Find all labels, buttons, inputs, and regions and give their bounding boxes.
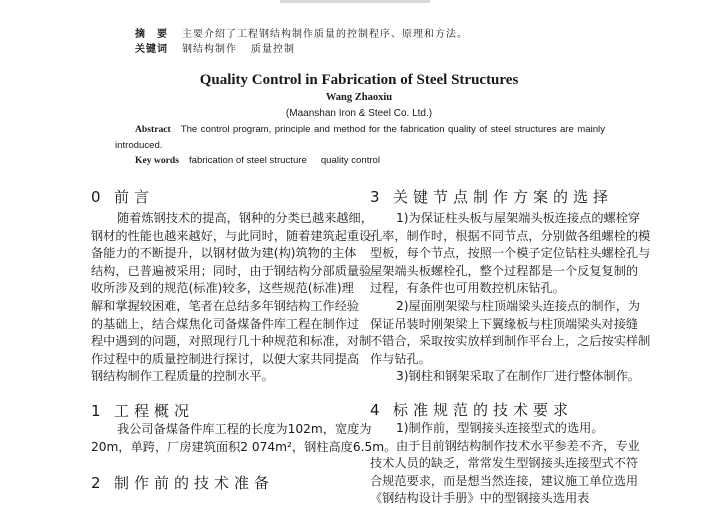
paragraph-line: 作过程中的质量控制进行探讨，以便大家共同提高 bbox=[91, 351, 360, 366]
paragraph-line: 2)屋面刚架梁与柱顶端梁头连接点的制作，为 bbox=[396, 298, 641, 313]
section-number: 3 bbox=[370, 188, 380, 206]
chinese-keywords-label: 关键词 bbox=[135, 44, 168, 55]
section-heading-4 bbox=[370, 400, 573, 420]
section-number: 4 bbox=[370, 401, 380, 419]
english-abstract-text: The control program, principle and method for the fabrication quality of steel structures are mainly introduced. bbox=[115, 124, 605, 151]
section-1-body bbox=[91, 421, 397, 456]
paragraph-line: 钢结构制作工程质量的控制水平。 bbox=[91, 369, 274, 384]
section-3-body bbox=[370, 210, 651, 386]
paragraph-line: 钢材的性能也越来越好，与此同时，随着建筑起重设 bbox=[91, 228, 372, 243]
paragraph-line: 3)钢柱和钢架采取了在制作厂进行整体制作。 bbox=[396, 369, 641, 384]
paragraph-line: 20m，单跨，厂房建筑面积2 074m²，钢柱高度6.5m。 bbox=[91, 439, 397, 454]
paragraph-line: 备能力的不断提升，以钢材做为建(构)筑物的主体 bbox=[91, 246, 357, 261]
right-column bbox=[370, 0, 651, 506]
english-keyword: quality control bbox=[320, 155, 381, 166]
paragraph-line: 解和掌握较困难，笔者在总结多年钢结构工作经验 bbox=[91, 298, 360, 313]
section-4-body bbox=[370, 420, 640, 508]
section-title: 标准规范的技术要求 bbox=[393, 401, 574, 419]
paragraph-line: 过程，有条件也可用数控机床钻孔。 bbox=[370, 281, 565, 296]
section-heading-2 bbox=[91, 473, 274, 493]
section-heading-0 bbox=[91, 187, 154, 207]
chinese-abstract-label: 摘 要 bbox=[135, 29, 168, 40]
section-heading-3 bbox=[370, 187, 613, 207]
paragraph-line: 作与钻孔。 bbox=[370, 351, 431, 366]
paragraph-line: 1)为保证柱头板与屋架端头板连接点的螺栓穿 bbox=[396, 211, 641, 225]
section-number: 0 bbox=[91, 188, 101, 206]
section-number: 1 bbox=[91, 402, 101, 420]
paragraph-line: 结构，已普遍被采用；同时，由于钢结构分部质量验 bbox=[91, 263, 372, 278]
paragraph-line: 技术人员的缺乏，常常发生型钢接头连接型式不符 bbox=[370, 456, 639, 471]
english-author: Wang Zhaoxiu bbox=[325, 92, 393, 103]
section-0-body bbox=[91, 210, 373, 386]
paragraph-line: 收所涉及到的规范(标准)较多，这些规范(标准)理 bbox=[91, 281, 354, 296]
chinese-abstract-text: 主要介绍了工程钢结构制作质量的控制程序、原理和方法。 bbox=[182, 29, 468, 40]
paragraph-line: 的基础上，结合煤焦化司备煤备件库工程在制作过 bbox=[91, 316, 360, 331]
section-title: 工程概况 bbox=[114, 402, 195, 420]
section-title: 前言 bbox=[114, 188, 155, 206]
paragraph-line: 不错合，采取按实放样到制作平台上，之后按实样制 bbox=[370, 334, 651, 349]
paragraph-line: 屋架端头板螺栓孔，整个过程都是一个反复复制的 bbox=[370, 263, 639, 278]
english-affiliation: (Maanshan Iron & Steel Co. Ltd.) bbox=[285, 108, 433, 119]
section-number: 2 bbox=[91, 474, 101, 492]
paragraph-line: 由于目前钢结构制作技术水平参差不齐，专业 bbox=[396, 438, 640, 453]
english-abstract-label: Abstract bbox=[135, 124, 171, 135]
paragraph-line: 孔率，制作时，根据不同节点，分别做各组螺栓的模 bbox=[370, 228, 651, 243]
paragraph-line: 1)制作前，型钢接头连接型式的选用。 bbox=[396, 421, 604, 435]
english-keyword: fabrication of steel structure bbox=[188, 155, 307, 166]
section-title: 制作前的技术准备 bbox=[114, 474, 275, 492]
chinese-keyword: 钢结构制作 bbox=[182, 44, 237, 55]
paragraph-line: 保证吊装时刚架梁上下翼缘板与柱顶端梁头对接缝 bbox=[370, 316, 639, 331]
chinese-keyword: 质量控制 bbox=[251, 44, 295, 55]
paragraph-line: 程中遇到的问题，对照现行几十种规范和标准，对制 bbox=[91, 334, 372, 349]
section-heading-1 bbox=[91, 401, 194, 421]
paragraph-line: 《钢结构设计手册》中的型钢接头选用表 bbox=[370, 491, 590, 506]
paragraph-line: 随着炼钢技术的提高，钢种的分类已越来越细， bbox=[117, 211, 373, 225]
section-title: 关键节点制作方案的选择 bbox=[393, 188, 614, 206]
paragraph-line: 合规范要求，而是想当然连接，建议施工单位选用 bbox=[370, 473, 639, 488]
english-title: Quality Control in Fabrication of Steel Structures bbox=[199, 72, 519, 88]
paragraph-line: 型板，每个节点，按照一个模子定位钻柱头螺栓孔与 bbox=[370, 246, 651, 261]
paragraph-line: 我公司备煤备件库工程的长度为102m，宽度为 bbox=[117, 422, 372, 436]
english-keywords-label: Key words bbox=[135, 155, 179, 166]
